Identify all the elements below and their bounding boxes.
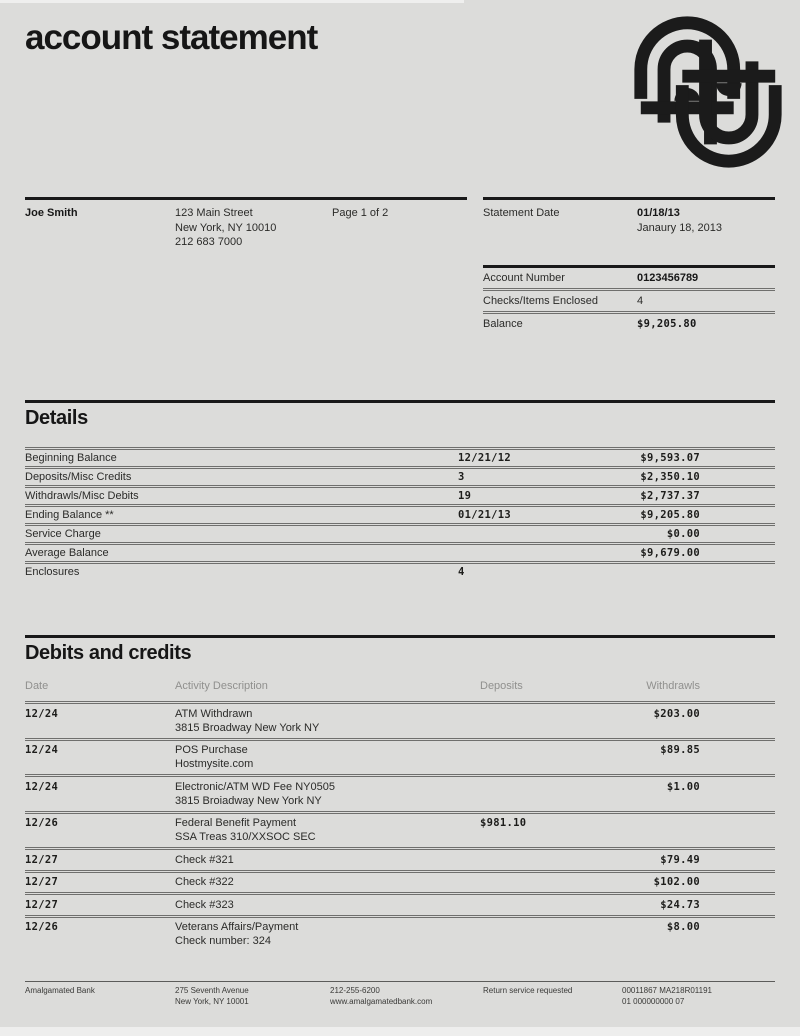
statement-footer (25, 981, 775, 1007)
row-spacer (700, 509, 775, 522)
details-row-amount: $0.00 (666, 528, 700, 540)
details-row-amount: $2,737.37 (640, 490, 700, 502)
summary-value: 0123456789 (637, 272, 699, 284)
transaction-row (25, 738, 775, 775)
scan-edge-bottom (0, 1027, 800, 1036)
transaction-withdrawal: $8.00 (666, 921, 700, 933)
transaction-description-line2: Hostmysite.com (175, 758, 254, 770)
transaction-date: 12/27 (25, 853, 59, 866)
row-spacer (700, 547, 775, 560)
transaction-date: 12/26 (25, 817, 59, 829)
column-header-withdrawals: Withdrawls (646, 680, 700, 692)
details-row (25, 523, 775, 542)
transactions-table (25, 701, 775, 951)
row-spacer (700, 920, 775, 948)
transaction-description-line1: Check #322 (175, 876, 234, 888)
transaction-description-line1: Federal Benefit Payment (175, 817, 297, 829)
account-summary-row (483, 311, 775, 334)
details-row-label: Service Charge (25, 528, 101, 540)
statement-date-numeric: 01/18/13 (637, 207, 680, 219)
transaction-description-line1: Check #323 (175, 898, 234, 911)
row-spacer (700, 898, 775, 912)
details-row-value: 4 (458, 566, 465, 578)
row-spacer (700, 875, 775, 889)
details-row (25, 447, 775, 466)
transaction-row (25, 774, 775, 811)
details-table (25, 447, 775, 580)
transaction-date: 12/27 (25, 898, 59, 911)
customer-address: 123 Main Street New York, NY 10010 212 683 7000 (175, 207, 277, 248)
details-row-value: 19 (458, 490, 472, 502)
transaction-row (25, 701, 775, 738)
row-spacer (700, 490, 775, 503)
transaction-withdrawal (600, 816, 700, 844)
row-spacer (700, 528, 775, 541)
transaction-description-line2: Check number: 324 (175, 935, 271, 947)
transaction-withdrawal: $89.85 (660, 744, 700, 756)
transaction-description (175, 707, 480, 735)
debits-credits-heading: Debits and credits (25, 642, 192, 664)
transaction-description (175, 780, 480, 808)
transaction-deposit (480, 898, 600, 912)
details-row-value (458, 547, 600, 560)
transaction-deposit (480, 875, 600, 889)
transaction-deposit (480, 920, 600, 948)
column-header-deposits: Deposits (480, 680, 523, 692)
transaction-row (25, 811, 775, 848)
customer-info-block (25, 197, 467, 250)
transaction-description (175, 875, 480, 889)
customer-name: Joe Smith (25, 207, 78, 219)
transaction-withdrawal: $79.49 (660, 853, 700, 866)
summary-label: Account Number (483, 272, 565, 284)
transaction-date: 12/26 (25, 921, 59, 933)
transaction-deposit (480, 707, 600, 735)
details-row-amount (600, 566, 700, 579)
details-row-value: 01/21/13 (458, 509, 511, 521)
row-spacer (700, 816, 775, 844)
footer-mail-codes: 00011867 MA218R01191 01 000000000 07 (622, 986, 712, 1006)
statement-date-label: Statement Date (483, 207, 560, 219)
details-row-amount: $9,205.80 (640, 509, 700, 521)
details-row-amount: $2,350.10 (640, 471, 700, 483)
row-spacer (700, 743, 775, 771)
transaction-date: 12/24 (25, 744, 59, 756)
details-row-label: Average Balance (25, 547, 109, 559)
page-title: account statement (25, 18, 318, 57)
transaction-row (25, 870, 775, 893)
details-row (25, 542, 775, 561)
transaction-row (25, 915, 775, 952)
footer-return-service: Return service requested (483, 986, 573, 995)
summary-value: 4 (637, 295, 644, 307)
details-row-amount: $9,593.07 (640, 452, 700, 464)
details-row-label: Withdrawls/Misc Debits (25, 490, 139, 502)
column-header-description: Activity Description (175, 680, 268, 692)
details-heading: Details (25, 407, 88, 429)
transaction-deposit (480, 780, 600, 808)
row-spacer (700, 452, 775, 465)
transaction-date: 12/24 (25, 707, 59, 720)
column-spacer (700, 679, 775, 693)
transaction-withdrawal: $203.00 (653, 707, 700, 720)
account-summary-row (483, 268, 775, 288)
transaction-deposit (480, 853, 600, 867)
transaction-description (175, 853, 480, 867)
summary-value: $9,205.80 (637, 318, 697, 330)
summary-label: Checks/Items Enclosed (483, 295, 598, 307)
transaction-withdrawal: $102.00 (653, 876, 700, 888)
details-row (25, 504, 775, 523)
details-row-value (458, 528, 600, 541)
details-row-label: Enclosures (25, 566, 80, 578)
row-spacer (700, 707, 775, 735)
transaction-description-line1: POS Purchase (175, 744, 248, 756)
transaction-description (175, 816, 480, 844)
footer-bank-contact: 212-255-6200 www.amalgamatedbank.com (330, 986, 433, 1006)
scan-edge-top (0, 0, 464, 3)
footer-bank-name: Amalgamated Bank (25, 986, 95, 995)
transaction-description (175, 898, 480, 912)
transaction-date: 12/24 (25, 780, 59, 793)
transaction-deposit: $981.10 (480, 817, 527, 829)
page-indicator: Page 1 of 2 (332, 207, 389, 219)
transaction-date: 12/27 (25, 876, 59, 888)
row-spacer (700, 853, 775, 867)
transaction-description-line1: Veterans Affairs/Payment (175, 921, 299, 933)
account-summary-table (483, 265, 775, 334)
transaction-description (175, 743, 480, 771)
transaction-deposit (480, 743, 600, 771)
details-section (25, 400, 775, 580)
account-summary-row (483, 288, 775, 311)
statement-date-block (483, 197, 775, 235)
footer-bank-address: 275 Seventh Avenue New York, NY 10001 (175, 986, 249, 1006)
debits-credits-section (25, 635, 775, 951)
amalgamated-bank-logo (624, 8, 792, 176)
transaction-description-line1: Electronic/ATM WD Fee NY0505 (175, 780, 335, 793)
summary-label: Balance (483, 318, 523, 330)
row-spacer (700, 780, 775, 808)
transactions-header-row (25, 679, 775, 693)
statement-date-long: Janaury 18, 2013 (637, 221, 723, 234)
transaction-withdrawal: $1.00 (666, 780, 700, 793)
transaction-withdrawal: $24.73 (660, 898, 700, 911)
statement-date-values (637, 206, 722, 235)
row-spacer (700, 471, 775, 484)
details-row-label: Ending Balance ** (25, 509, 114, 521)
details-row (25, 466, 775, 485)
bank-monogram-icon (624, 8, 792, 176)
row-spacer (700, 566, 775, 579)
transaction-description-line1: Check #321 (175, 853, 234, 866)
column-header-date: Date (25, 680, 49, 692)
transaction-description-line1: ATM Withdrawn (175, 707, 253, 720)
details-row-value: 3 (458, 471, 465, 483)
details-row (25, 561, 775, 580)
details-row-label: Beginning Balance (25, 452, 117, 464)
details-row (25, 485, 775, 504)
transaction-description (175, 920, 480, 948)
transaction-description-line2: 3815 Broadway New York NY (175, 721, 320, 734)
transaction-row (25, 847, 775, 870)
details-row-value: 12/21/12 (458, 452, 511, 464)
transaction-description-line2: 3815 Broiadway New York NY (175, 794, 322, 807)
transaction-description-line2: SSA Treas 310/XXSOC SEC (175, 831, 316, 843)
details-row-label: Deposits/Misc Credits (25, 471, 132, 483)
transaction-row (25, 892, 775, 915)
details-row-amount: $9,679.00 (640, 547, 700, 559)
